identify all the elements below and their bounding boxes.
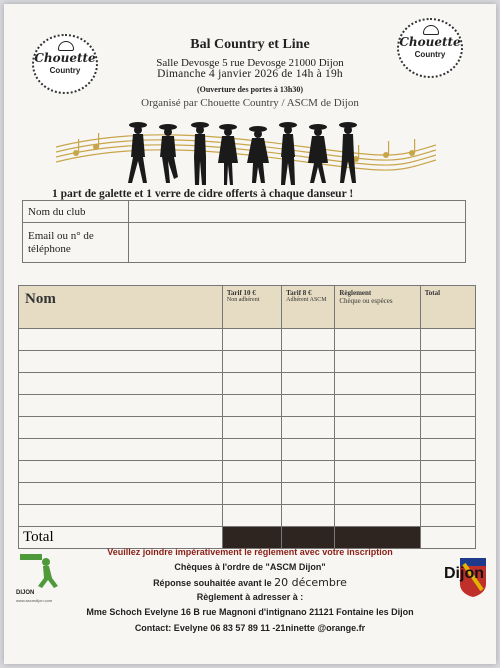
table-row[interactable] (19, 439, 476, 461)
event-date: Dimanche 4 janvier 2026 de 14h à 19h (157, 68, 343, 80)
flyer-sheet (4, 4, 496, 664)
music-notes-icon (73, 133, 415, 162)
doors-opening: (Ouverture des portes à 13h30) (196, 85, 304, 94)
col-tarif10-header (222, 286, 281, 329)
total-shaded-cell (222, 527, 281, 549)
logo-sub: Country (414, 50, 446, 59)
tarif10-sub: Non adhérent (226, 297, 260, 304)
club-name-label: Nom du club (23, 201, 129, 223)
table-row[interactable] (19, 505, 476, 527)
table-row[interactable] (19, 395, 476, 417)
contact-field[interactable] (129, 223, 466, 263)
table-row[interactable] (19, 351, 476, 373)
club-info-form (22, 200, 466, 263)
music-staff-icon (56, 135, 436, 170)
contact-line: Contact: Evelyne 06 83 57 89 11 -21ninette @orange.fr (134, 623, 366, 633)
event-title: Bal Country et Line (190, 37, 310, 52)
dijon-text: Dijon (444, 565, 484, 582)
total-shaded-cell (335, 527, 420, 549)
payment-notice: Veuillez joindre impérativement le règlement avec votre inscription (107, 547, 393, 557)
reply-date: 20 décembre (274, 576, 347, 589)
logo-sub: Country (49, 66, 81, 75)
total-col-label: Total (424, 289, 441, 297)
event-venue: Salle Devosge 5 rue Devosge 21000 Dijon (156, 57, 344, 69)
grand-total-field[interactable] (420, 527, 475, 549)
table-row[interactable] (19, 417, 476, 439)
reglement-sub: Chèque ou espèces (339, 297, 393, 306)
logo-name: Chouette (34, 51, 96, 65)
reply-label: Réponse souhaitée avant le (153, 578, 272, 588)
tarif8-label: Tarif 8 € (286, 289, 312, 297)
line-dancers-illustration (56, 117, 436, 199)
reglement-label: Règlement (339, 289, 372, 297)
offer-note: 1 part de galette et 1 verre de cidre offerts à chaque danseur ! (52, 188, 354, 200)
tarif10-label: Tarif 10 € (226, 289, 256, 297)
total-row (19, 527, 476, 549)
table-row[interactable] (19, 329, 476, 351)
col-name-header: Nom (19, 286, 223, 329)
total-shaded-cell (282, 527, 335, 549)
club-logo-url: www.ascmdijon.com (16, 598, 53, 603)
dancer-silhouettes-icon (128, 122, 357, 185)
table-row[interactable] (19, 373, 476, 395)
registration-table (18, 285, 476, 549)
club-logo-caption: DIJON (16, 590, 35, 596)
table-header-row (19, 286, 476, 329)
contact-label: Email ou n° de téléphone (23, 223, 129, 263)
postal-address: Mme Schoch Evelyne 16 B rue Magnoni d'intignano 21121 Fontaine les Dijon (86, 607, 414, 617)
col-tarif8-header (282, 286, 335, 329)
send-to-label: Règlement à adresser à : (196, 592, 304, 602)
cowboy-hat-icon (423, 25, 439, 35)
table-row[interactable] (19, 461, 476, 483)
total-label: Total (19, 527, 223, 549)
col-total-header (420, 286, 475, 329)
tarif8-sub: Adhérent ASCM (286, 297, 327, 304)
reply-deadline (4, 576, 496, 589)
organizer: Organisé par Chouette Country / ASCM de Dijon (141, 97, 359, 109)
col-reglement-header (335, 286, 420, 329)
club-name-field[interactable] (129, 201, 466, 223)
logo-name: Chouette (399, 35, 461, 49)
table-row[interactable] (19, 483, 476, 505)
cheque-order: Chèques à l'ordre de "ASCM Dijon" (174, 562, 326, 572)
